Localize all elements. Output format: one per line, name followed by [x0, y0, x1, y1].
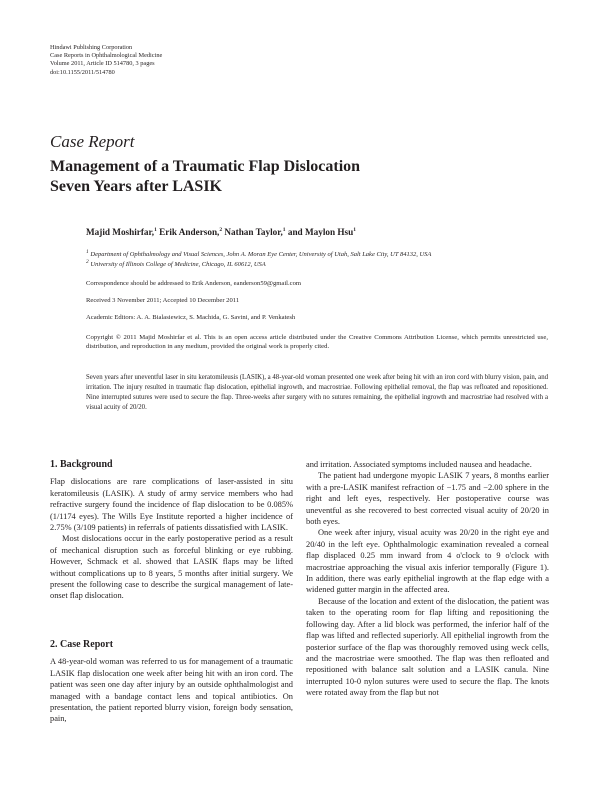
paragraph: One week after injury, visual acuity was 20/20 in the right eye and 20/40 in the left eye. Ophthalmologic examination revealed a corneal flap displaced 0.25 mm inward from 4 o'clock to 9 o'clock with macrostriae approaching the visual axis inferior temporally (Figure 1). In addition, there was early epithelial ingrowth at the flap edge with a widened gutter margin in the affected area. — [306, 528, 549, 595]
author-name: and Maylon Hsu — [287, 227, 354, 237]
received-dates: Received 3 November 2011; Accepted 10 December 2011 — [86, 297, 240, 304]
left-column — [50, 459, 293, 725]
author-affiliation-mark: 1 — [353, 226, 356, 233]
article-type: Case Report — [50, 132, 135, 151]
author-name: Majid Moshirfar, — [86, 227, 155, 237]
paragraph: and irritation. Associated symptoms included nausea and headache. — [306, 460, 532, 469]
correspondence: Correspondence should be addressed to Erik Anderson, eanderson59@gmail.com — [86, 280, 302, 287]
section-heading-background: 1. Background — [50, 459, 113, 470]
section-heading-case-report: 2. Case Report — [50, 638, 114, 650]
article-title — [50, 157, 360, 197]
author-list — [86, 227, 356, 237]
paragraph: Flap dislocations are rare complications of laser-assisted in situ keratomileusis (LASIK). A study of army service members who had refractive surgery found the incidence of flap dislocation to be 0.085% (1/1174 eyes). The Wills Eye Institute reported a higher incidence of 2.75% (3/109 patients) in referrals of patients dissatisfied with LASIK. — [50, 477, 293, 533]
doi-line: doi:10.1155/2011/514780 — [50, 68, 115, 76]
paragraph: Most dislocations occur in the early postoperative period as a result of mechanical disruption such as forceful blinking or eye rubbing. However, Schmack et al. showed that LASIK flaps may be lifted without complications up to 8 years, 5 months after initial surgery. We present the following case to describe the surgical management of late-onset flap dislocation. — [50, 534, 293, 601]
affiliation-item: $^2$ University of Illinois College of Medicine, Chicago, IL 60612, USA — [86, 258, 266, 268]
publisher-line: Hindawi Publishing Corporation — [50, 44, 133, 51]
abstract: Seven years after uneventful laser in situ keratomileusis (LASIK), a 48-year-old woman presented one week after being hit with an iron cord with blurry vision, pain, and irritation. The injury resulted in traumatic flap dislocation, epithelial ingrowth, and macrostriae. Following epithelial removal, the flap was refloated and repositioned. Nine interrupted sutures were used to secure the flap. Three-weeks after surgery with no sutures remaining, the epithelial ingrowth and macrostriae had resolved with a visual acuity of 20/20. — [86, 374, 548, 411]
paragraph: The patient had undergone myopic LASIK 7 years, 8 months earlier with a pre-LASIK manifest refraction of −1.75 and −2.00 sphere in the right and left eyes, respectively. Her postoperative course was uneventful as she recovered to best corrected visual acuity of 20/20 in both eyes. — [306, 471, 549, 527]
author-name: Erik Anderson, — [159, 227, 220, 237]
author-affiliation-mark: 1 — [282, 226, 286, 233]
affiliation-item: $^1$ Department of Ophthalmology and Visual Sciences, John A. Moran Eye Center, University of Utah, Salt Lake City, UT 84132, USA — [86, 248, 432, 258]
author-affiliation-mark: 1 — [154, 226, 157, 233]
volume-line: Volume 2011, Article ID 514780, 3 pages — [50, 60, 155, 68]
title-line-2: Seven Years after LASIK — [50, 178, 222, 195]
author-name: Nathan Taylor, — [224, 227, 283, 237]
right-column — [306, 459, 549, 699]
academic-editors: Academic Editors: A. A. Bialasiewicz, S. Machida, G. Savini, and P. Venkatesh — [86, 314, 296, 321]
title-line-1: Management of a Traumatic Flap Dislocation — [50, 158, 361, 175]
journal-name: Case Reports in Ophthalmological Medicine — [50, 52, 163, 60]
paragraph: Because of the location and extent of the dislocation, the patient was taken to the operating room for flap lifting and repositioning the following day. After a lid block was performed, the inferior half of the flap was lifted and reflected superiorly. All epithelial ingrowth from the posterior surface of the flap was thoroughly removed using weck cells, and the macrostriae were smoothed. The flap was then refloated and repositioned with balance salt solution and a LASIK canula. Nine interrupted 10-0 nylon sutures were used to secure the flap. The knots were rotated away from the flap but not — [306, 596, 549, 698]
author-affiliation-mark: 2 — [219, 226, 223, 233]
journal-header — [50, 44, 162, 77]
affiliations — [86, 250, 431, 270]
copyright-notice: Copyright © 2011 Majid Moshirfar et al. This is an open access article distributed under the Creative Commons Attribution License, which permits unrestricted use, distribution, and reproduction in any medium, provided the original work is properly cited. — [86, 334, 548, 351]
paragraph: A 48-year-old woman was referred to us for management of a traumatic LASIK flap dislocation one week after being hit with an iron cord. The patient was seen one day after injury by an outside ophthalmologist and managed with a bandage contact lens and topical antibiotics. On presentation, the patient reported blurry vision, foreign body sensation, pain, — [50, 657, 293, 724]
